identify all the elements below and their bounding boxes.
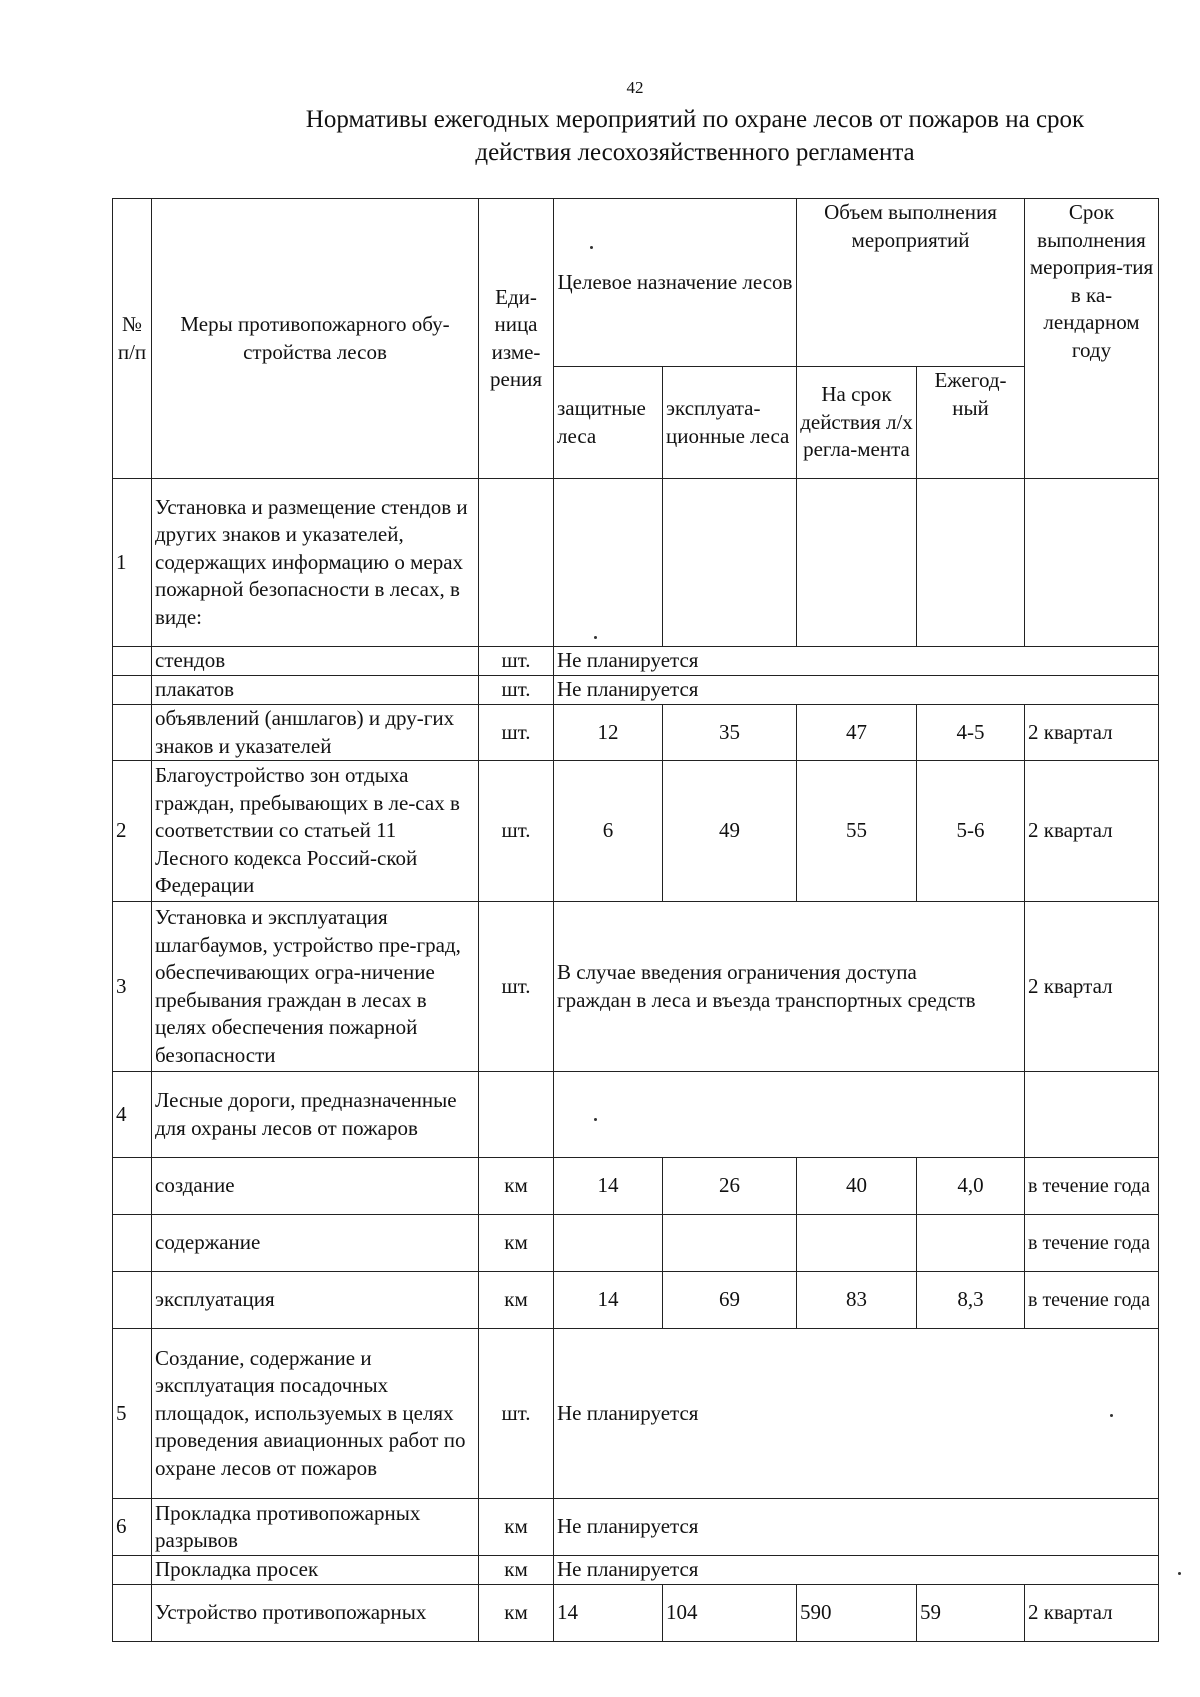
table-row <box>113 761 1159 902</box>
row-name: Установка и эксплуатация шлагбаумов, устройство пре-град, обеспечивающих огра-ничение пребывания граждан в лесах в целях обеспечения пожарной безопасности <box>152 902 479 1072</box>
row-unit: шт. <box>479 647 554 676</box>
row-protective: 12 <box>554 705 663 761</box>
row-name: создание <box>152 1158 479 1215</box>
row-name: Установка и размещение стендов и других знаков и указателей, содержащих информацию о мерах пожарной безопасности в лесах, в виде: <box>152 479 479 647</box>
table-row <box>113 647 1159 676</box>
row-term: в течение года <box>1025 1215 1159 1272</box>
row-term <box>1025 479 1159 647</box>
header-no: № п/п <box>113 199 152 479</box>
row-annual: 5-6 <box>917 761 1025 902</box>
row-name: Создание, содержание и эксплуатация посадочных площадок, используемых в целях проведения авиационных работ по охране лесов от пожаров <box>152 1329 479 1499</box>
row-number: 3 <box>113 902 152 1072</box>
header-measures: Меры противопожарного обу-стройства лесов <box>152 199 479 479</box>
row-term: 2 квартал <box>1025 1584 1159 1641</box>
row-unit: шт. <box>479 676 554 705</box>
row-exploitation <box>663 479 797 647</box>
fire-protection-norms-table <box>112 198 1159 1642</box>
row-blank <box>554 1072 1025 1158</box>
table-row <box>113 1329 1159 1499</box>
page-number: 42 <box>626 78 644 97</box>
title-line-1: Нормативы ежегодных мероприятий по охране лесов от пожаров на срок <box>305 106 1085 133</box>
header-exploitation: эксплуата-ционные леса <box>663 367 797 479</box>
row-total <box>797 1215 917 1272</box>
row-protective: 14 <box>554 1272 663 1329</box>
row-note: В случае введения ограничения доступа граждан в леса и въезда транспортных средств <box>554 902 1025 1072</box>
row-total: 40 <box>797 1158 917 1215</box>
table-row <box>113 676 1159 705</box>
row-name: стендов <box>152 647 479 676</box>
header-unit: Еди-ница изме-рения <box>479 199 554 479</box>
row-exploitation: 69 <box>663 1272 797 1329</box>
row-annual <box>917 479 1025 647</box>
row-note: Не планируется <box>554 1329 1159 1499</box>
row-number <box>113 1272 152 1329</box>
row-annual: 8,3 <box>917 1272 1025 1329</box>
row-unit: км <box>479 1272 554 1329</box>
row-name: Прокладка просек <box>152 1556 479 1585</box>
row-unit: шт. <box>479 761 554 902</box>
row-total: 47 <box>797 705 917 761</box>
row-note: Не планируется <box>554 1499 1159 1556</box>
row-number <box>113 705 152 761</box>
row-number: 5 <box>113 1329 152 1499</box>
row-unit: км <box>479 1556 554 1585</box>
row-unit <box>479 1072 554 1158</box>
row-term: 2 квартал <box>1025 705 1159 761</box>
scan-speck <box>590 246 593 249</box>
row-protective: 6 <box>554 761 663 902</box>
row-total <box>797 479 917 647</box>
row-name: эксплуатация <box>152 1272 479 1329</box>
row-unit: км <box>479 1499 554 1556</box>
row-exploitation: 26 <box>663 1158 797 1215</box>
row-exploitation: 104 <box>663 1584 797 1641</box>
row-number: 2 <box>113 761 152 902</box>
row-note: Не планируется <box>554 676 1159 705</box>
row-unit: шт. <box>479 705 554 761</box>
row-name: Благоустройство зон отдыха граждан, пребывающих в ле-сах в соответствии со статьей 11 Лесного кодекса Россий-ской Федерации <box>152 761 479 902</box>
table-row <box>113 1584 1159 1641</box>
row-exploitation: 49 <box>663 761 797 902</box>
row-number: 4 <box>113 1072 152 1158</box>
scan-speck <box>594 636 597 639</box>
row-total: 55 <box>797 761 917 902</box>
scan-speck <box>1110 1414 1113 1417</box>
row-name: плакатов <box>152 676 479 705</box>
row-term: в течение года <box>1025 1158 1159 1215</box>
table-row <box>113 1272 1159 1329</box>
row-term <box>1025 1072 1159 1158</box>
table-row <box>113 1499 1159 1556</box>
row-term: в течение года <box>1025 1272 1159 1329</box>
row-number <box>113 647 152 676</box>
table-row <box>113 902 1159 1072</box>
table-row <box>113 1556 1159 1585</box>
row-term: 2 квартал <box>1025 761 1159 902</box>
row-name: содержание <box>152 1215 479 1272</box>
row-note: Не планируется <box>554 1556 1159 1585</box>
row-number <box>113 676 152 705</box>
row-annual: 4,0 <box>917 1158 1025 1215</box>
table-row <box>113 1072 1159 1158</box>
title-line-2: действия лесохозяйственного регламента <box>475 139 915 166</box>
header-purpose: Целевое назначение лесов <box>554 199 797 367</box>
row-name: Устройство противопожарных <box>152 1584 479 1641</box>
row-protective <box>554 479 663 647</box>
scan-speck <box>1178 1572 1181 1575</box>
row-annual: 59 <box>917 1584 1025 1641</box>
row-protective <box>554 1215 663 1272</box>
row-name: Лесные дороги, предназначенные для охраны лесов от пожаров <box>152 1072 479 1158</box>
row-total: 83 <box>797 1272 917 1329</box>
row-protective: 14 <box>554 1158 663 1215</box>
page-title <box>120 103 1200 169</box>
row-name: объявлений (аншлагов) и дру-гих знаков и указателей <box>152 705 479 761</box>
row-unit: км <box>479 1584 554 1641</box>
row-exploitation <box>663 1215 797 1272</box>
table-row <box>113 705 1159 761</box>
row-exploitation: 35 <box>663 705 797 761</box>
row-name: Прокладка противопожарных разрывов <box>152 1499 479 1556</box>
row-number: 6 <box>113 1499 152 1556</box>
row-unit: км <box>479 1215 554 1272</box>
row-unit: шт. <box>479 1329 554 1499</box>
header-annual: Ежегод-ный <box>917 367 1025 479</box>
row-number <box>113 1584 152 1641</box>
table-row <box>113 1158 1159 1215</box>
row-total: 590 <box>797 1584 917 1641</box>
row-number <box>113 1158 152 1215</box>
header-for-term: На срок действия л/х регла-мента <box>797 367 917 479</box>
row-protective: 14 <box>554 1584 663 1641</box>
row-unit: км <box>479 1158 554 1215</box>
scan-speck <box>594 1118 597 1121</box>
header-protective: защитные леса <box>554 367 663 479</box>
row-annual: 4-5 <box>917 705 1025 761</box>
row-number <box>113 1215 152 1272</box>
table-row <box>113 479 1159 647</box>
row-term: 2 квартал <box>1025 902 1159 1072</box>
row-unit <box>479 479 554 647</box>
header-row-1 <box>113 199 1159 367</box>
table-row <box>113 1215 1159 1272</box>
header-term: Срок выполнения мероприя-тия в ка-лендарном году <box>1025 199 1159 479</box>
row-note: Не планируется <box>554 647 1159 676</box>
row-number <box>113 1556 152 1585</box>
row-number: 1 <box>113 479 152 647</box>
header-volume: Объем выполнения мероприятий <box>797 199 1025 367</box>
row-annual <box>917 1215 1025 1272</box>
row-unit: шт. <box>479 902 554 1072</box>
